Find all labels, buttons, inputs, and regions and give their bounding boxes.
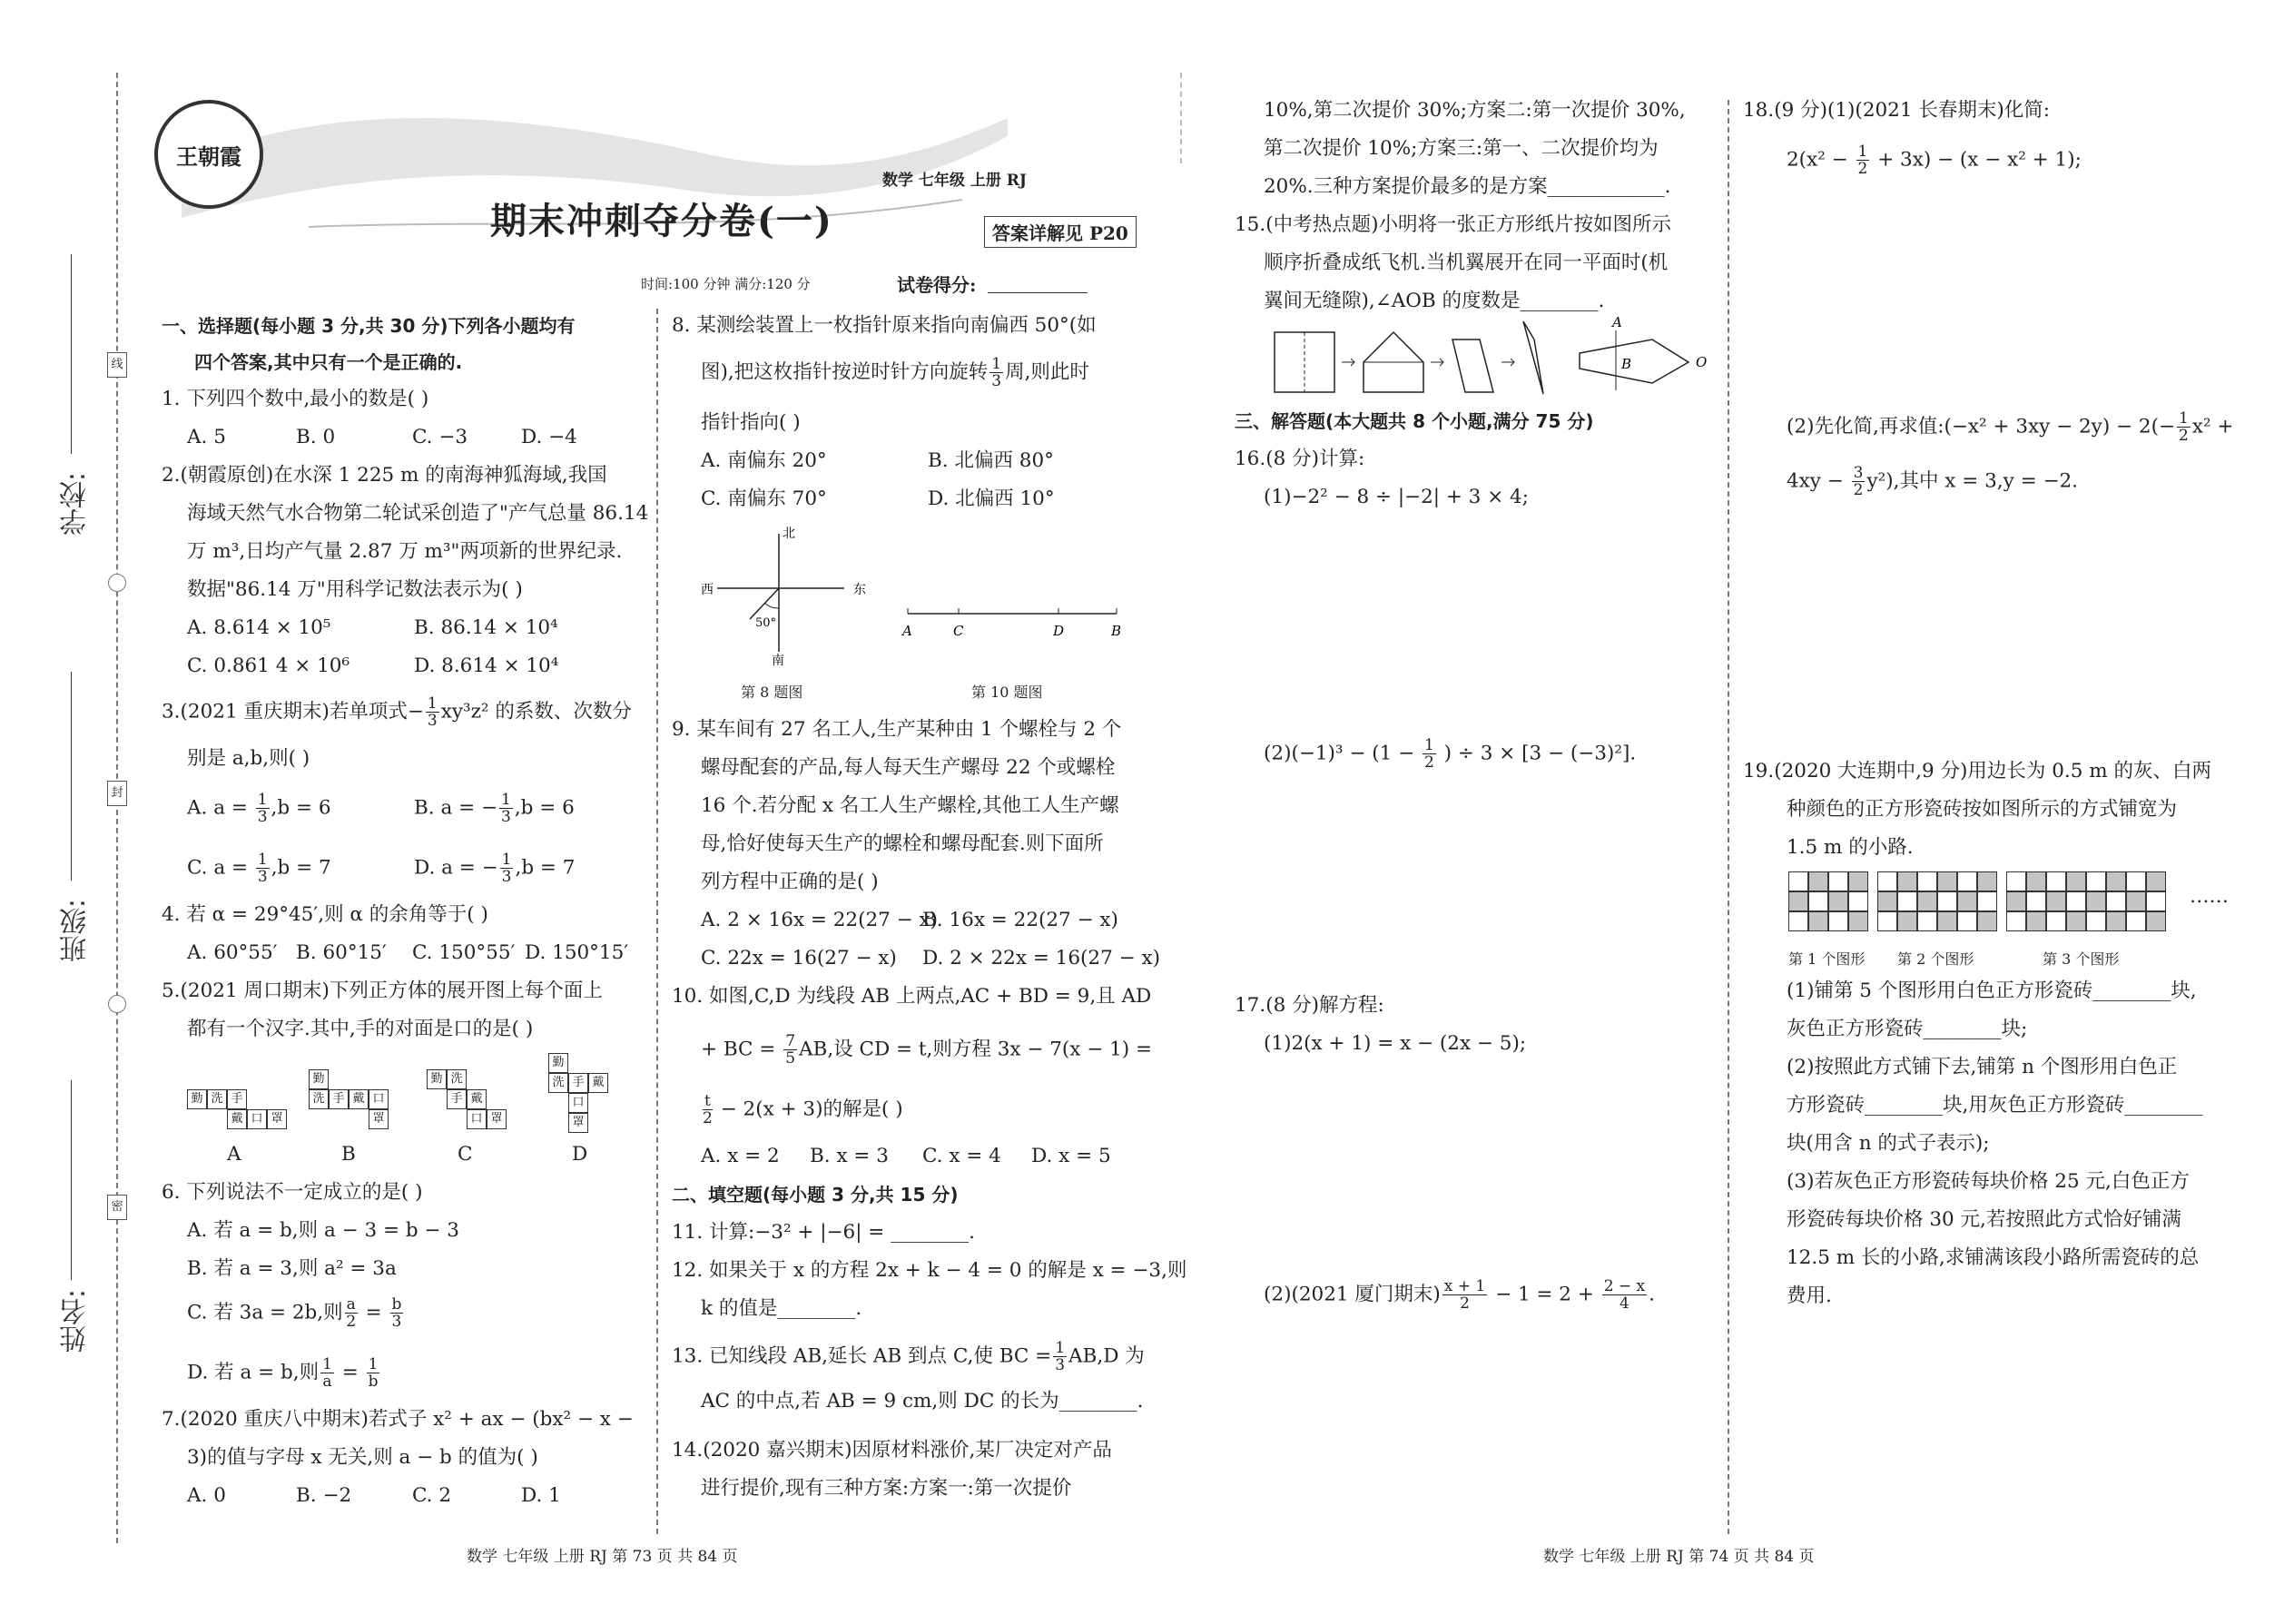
gray-tile [1937,871,1957,891]
question-9: 9. 某车间有 27 名工人,生产某种由 1 个螺栓与 2 个 [672,718,1122,741]
question-13: 13. 已知线段 AB,延长 AB 到点 C,使 BC = $\frac{1}{3}$ AB,D 为 [672,1339,1145,1374]
question-5-line: 都有一个汉字.其中,手的对面是口的是( ) [187,1018,534,1040]
tile-figure-1 [1788,871,1868,931]
q3-text: xy³z² 的系数、次数分 [440,700,632,723]
subject-tag: 数学 七年级 上册 RJ [882,172,1027,190]
q6-option[interactable]: D. 若 a = b,则 $\frac{1}{a}$ = $\frac{1}{b}$ [187,1355,379,1391]
question-9-line: 16 个.若分配 x 名工人生产螺栓,其他工人生产螺 [701,794,1119,817]
plane-label: B [1621,356,1632,372]
page-title: 期末冲刺夺分卷(一) [490,200,833,242]
question-19-part-3-line: 12.5 m 长的小路,求铺满该段小路所需瓷砖的总 [1787,1246,2200,1269]
white-tile [1877,911,1897,931]
q6-option[interactable]: C. 若 3a = 2b,则 $\frac{a}{2}$ = $\frac{b}{3}$ [187,1295,402,1331]
score-blank[interactable] [988,292,1088,293]
page-divider [1180,73,1182,163]
question-19-part-3: (3)若灰色正方形瓷砖每块价格 25 元,白色正方 [1787,1170,2190,1193]
question-7: 7.(2020 重庆八中期末)若式子 x² + ax − (bx² − x − [162,1408,634,1431]
question-14-line: 进行提价,现有三种方案:方案一:第一次提价 [701,1477,1072,1500]
question-8: 8. 某测绘装置上一枚指针原来指向南偏西 50°(如 [672,314,1097,337]
gray-tile [1788,891,1808,911]
gray-tile [2046,891,2066,911]
white-tile [2086,911,2106,931]
column-divider [1728,100,1729,1534]
question-2-line: 海域天然气水合物第二轮试采创造了"产气总量 86.14 [187,502,649,525]
gray-tile [1977,871,1997,891]
q7-option[interactable]: A. 0 [187,1484,226,1507]
gray-tile [1808,871,1828,891]
question-8-line: 图),把这枚指针按逆时针方向旋转 $\frac{1}{3}$ 周,则此时 [701,355,1089,390]
tile-figure-3 [2006,871,2166,931]
question-3-line: 别是 a,b,则( ) [187,747,310,770]
answer-ref: 答案详解见 P20 [984,216,1137,248]
question-17-part-2: (2)(2021 厦门期末) $\frac{x + 1}{2}$ − 1 = 2 + $\frac{2 - x}{4}$ . [1264,1277,1655,1313]
white-tile [1808,891,1828,911]
white-tile [1848,891,1868,911]
gray-tile [2106,871,2126,891]
question-16-part-2: (2)(−1)³ − (1 − $\frac{1}{2}$ ) ÷ 3 × [3 − (−3)²]. [1264,736,1637,772]
question-18-part-2-line: 4xy − $\frac{3}{2}$ y²),其中 x = 3,y = −2. [1787,464,2078,499]
cube-net-d[interactable]: 勤 洗 手 口 戴 罩 [548,1053,630,1144]
q8-option[interactable]: D. 北偏西 10° [928,487,1055,510]
gray-tile [2006,891,2026,911]
white-tile [1828,911,1848,931]
fraction: $\frac{t}{2}$ [703,1092,713,1127]
white-tile [1937,891,1957,911]
question-14-line[interactable]: 20%.三种方案提价最多的是方案____________. [1264,175,1671,198]
white-tile [2006,911,2026,931]
q2-option[interactable]: A. 8.614 × 10⁵ [187,616,331,639]
gray-tile [2106,911,2126,931]
q3-option[interactable]: B. a = − $\frac{1}{3}$ ,b = 6 [414,791,575,826]
q9-option[interactable]: B. 16x = 22(27 − x) [922,909,1118,931]
footer-right: 数学 七年级 上册 RJ 第 74 页 共 84 页 [1543,1548,1815,1566]
question-10-line: $\frac{t}{2}$ − 2(x + 3)的解是( ) [703,1092,903,1127]
name-blank[interactable] [71,1080,72,1280]
seal-mark-3: 密 [107,1195,127,1220]
question-13-line[interactable]: AC 的中点,若 AB = 9 cm,则 DC 的长为________. [701,1390,1144,1412]
seal-mark-2: 封 [107,781,127,806]
cube-net-c[interactable]: 勤 洗 手 戴 口 罩 [427,1057,536,1138]
fraction: $\frac{2 - x}{4}$ [1603,1277,1646,1313]
compass-figure [699,525,881,670]
q3-neg: − [407,700,424,723]
fraction: $\frac{1}{2}$ [2178,409,2189,445]
tile-caption: 第 1 个图形 [1788,950,1866,968]
white-tile [2086,871,2106,891]
q4-option[interactable]: C. 150°55′ [412,941,516,964]
question-1: 1. 下列四个数中,最小的数是( ) [162,388,429,410]
q7-option[interactable]: B. −2 [296,1484,352,1507]
gray-tile [2066,911,2086,931]
gray-tile [2126,891,2146,911]
gray-tile [2026,871,2046,891]
q10-option[interactable]: C. x = 4 [922,1145,1001,1167]
question-9-line: 母,恰好使每天生产的螺栓和螺母配套.则下面所 [701,832,1104,855]
white-tile [2126,911,2146,931]
tile-caption: 第 3 个图形 [2043,950,2120,968]
question-19-part-2-line[interactable]: 方形瓷砖________块,用灰色正方形瓷砖________ [1787,1094,2203,1117]
white-tile [1957,871,1977,891]
q8-option[interactable]: B. 北偏西 80° [928,449,1054,472]
compass-label: 东 [853,583,866,597]
segment-label: C [953,623,964,639]
score-label: 试卷得分: [897,274,977,296]
white-tile [1917,871,1937,891]
white-tile [2106,891,2126,911]
q8-option[interactable]: C. 南偏东 70° [701,487,827,510]
white-tile [1897,891,1917,911]
q1-option[interactable]: A. 5 [187,426,226,448]
paper-plane-figure [1271,312,1725,403]
gray-tile [2086,891,2106,911]
question-19-line: 1.5 m 的小路. [1787,836,1914,859]
seal-mark-1: 线 [107,352,127,378]
gray-tile [1957,891,1977,911]
white-tile [1957,911,1977,931]
compass-label: 北 [783,527,795,541]
white-tile [1788,911,1808,931]
fraction: $\frac{3}{2}$ [1853,464,1864,499]
white-tile [1788,871,1808,891]
question-15-line[interactable]: 翼间无缝隙),∠AOB 的度数是________. [1264,290,1605,312]
tile-figure-2 [1877,871,1997,931]
segment-label: B [1111,623,1122,639]
q6-option[interactable]: A. 若 a = b,则 a − 3 = b − 3 [187,1219,459,1242]
fraction: $\frac{1}{3}$ [427,694,438,730]
question-2-line: 数据"86.14 万"用科学记数法表示为( ) [187,578,523,601]
q3-option[interactable]: A. a = $\frac{1}{3}$ ,b = 6 [187,791,331,826]
question-14: 14.(2020 嘉兴期末)因原材料涨价,某厂决定对产品 [672,1439,1112,1462]
question-5: 5.(2021 周口期末)下列正方体的展开图上每个面上 [162,979,603,1002]
column-divider [656,309,658,1534]
fraction: $\frac{1}{3}$ [991,355,1002,390]
question-14-line: 第二次提价 10%;方案三:第一、二次提价均为 [1264,137,1659,160]
net-label: B [341,1143,356,1166]
gray-tile [1917,891,1937,911]
q2-option[interactable]: C. 0.861 4 × 10⁶ [187,655,350,677]
question-17: 17.(8 分)解方程: [1235,994,1384,1017]
question-10-line: + BC = $\frac{7}{5}$ AB,设 CD = t,则方程 3x − 7(x − 1) = [701,1032,1152,1068]
gray-tile [2066,871,2086,891]
question-12-line[interactable]: k 的值是________. [701,1297,862,1320]
question-19-part-3-line: 费用. [1787,1284,1832,1307]
question-17-part-1: (1)2(x + 1) = x − (2x − 5); [1264,1032,1527,1055]
q3-option[interactable]: C. a = $\frac{1}{3}$ ,b = 7 [187,851,331,886]
gray-tile [2146,911,2166,931]
q1-option[interactable]: B. 0 [296,426,336,448]
question-19: 19.(2020 大连期中,9 分)用边长为 0.5 m 的灰、白两 [1743,760,2211,782]
question-9-line: 螺母配套的产品,每人每天生产螺母 22 个或螺栓 [701,756,1116,779]
gray-tile [1828,891,1848,911]
fraction: $\frac{1}{2}$ [1424,736,1434,772]
q4-option[interactable]: B. 60°15′ [296,941,387,964]
white-tile [1917,911,1937,931]
white-tile [2126,871,2146,891]
net-label: D [572,1143,588,1166]
segment-figure [899,599,1135,645]
section-2-heading: 二、填空题(每小题 3 分,共 15 分) [672,1184,959,1206]
question-6: 6. 下列说法不一定成立的是( ) [162,1181,423,1204]
q4-option[interactable]: A. 60°55′ [187,941,278,964]
question-2: 2.(朝霞原创)在水深 1 225 m 的南海神狐海域,我国 [162,464,607,487]
question-19-part-1[interactable]: (1)铺第 5 个图形用白色正方形瓷砖________块, [1787,979,2197,1002]
question-19-part-1-line[interactable]: 灰色正方形瓷砖________块; [1787,1018,2028,1040]
figure-caption: 第 10 题图 [971,684,1043,701]
figure-caption: 第 8 题图 [741,684,803,701]
compass-label: 50° [755,616,777,630]
q7-option[interactable]: D. 1 [521,1484,561,1507]
white-tile [2146,891,2166,911]
q7-option[interactable]: C. 2 [412,1484,452,1507]
plane-label: O [1696,354,1708,370]
question-19-part-2-line: 块(用含 n 的式子表示); [1787,1132,1990,1155]
question-9-line: 列方程中正确的是( ) [701,871,879,893]
question-19-part-3-line: 形瓷砖每块价格 30 元,若按照此方式恰好铺满 [1787,1208,2181,1231]
segment-label: D [1053,623,1065,639]
fraction: $\frac{7}{5}$ [785,1032,796,1068]
question-2-line: 万 m³,日均产气量 2.87 万 m³"两项新的世界纪录. [187,540,623,563]
question-7-line: 3)的值与字母 x 无关,则 a − b 的值为( ) [187,1446,538,1469]
q10-option[interactable]: D. x = 5 [1031,1145,1111,1167]
cube-net-b[interactable]: 勤 洗 手 戴 口 罩 [309,1057,418,1138]
q2-option[interactable]: D. 8.614 × 10⁴ [414,655,559,677]
q8-option[interactable]: A. 南偏东 20° [701,449,827,472]
q1-option[interactable]: C. −3 [412,426,468,448]
class-blank[interactable] [71,672,72,881]
white-tile [2046,911,2066,931]
circle-icon [108,574,126,592]
tile-caption: 第 2 个图形 [1897,950,1974,968]
white-tile [2066,891,2086,911]
q4-option[interactable]: D. 150°15′ [525,941,629,964]
plane-label: A [1612,314,1622,330]
question-18: 18.(9 分)(1)(2021 长春期末)化简: [1743,99,2051,122]
gray-tile [1848,871,1868,891]
binding-line [116,73,118,1543]
gray-tile [1937,911,1957,931]
white-tile [2046,871,2066,891]
fraction: $\frac{1}{3}$ [1055,1339,1066,1374]
question-19-part-2: (2)按照此方式铺下去,铺第 n 个图形用白色正 [1787,1056,2178,1078]
question-8-line: 指针指向( ) [701,411,801,434]
question-3 [162,695,632,729]
question-12: 12. 如果关于 x 的方程 2x + k − 4 = 0 的解是 x = −3,则 [672,1259,1187,1282]
fraction: $\frac{1}{2}$ [1857,143,1868,178]
question-10: 10. 如图,C,D 为线段 AB 上两点,AC + BD = 9,且 AD [672,985,1152,1008]
gray-tile [2026,911,2046,931]
class-label: 班级: [60,899,92,963]
white-tile [1828,871,1848,891]
name-label: 姓名: [60,1289,92,1353]
time-score: 时间:100 分钟 满分:120 分 [641,276,811,292]
white-tile [1877,871,1897,891]
compass-label: 西 [701,583,714,597]
question-15: 15.(中考热点题)小明将一张正方形纸片按如图所示 [1235,213,1671,236]
section-1-heading: 一、选择题(每小题 3 分,共 30 分)下列各小题均有 [162,315,576,337]
question-4: 4. 若 α = 29°45′,则 α 的余角等于( ) [162,903,488,926]
question-19-line: 种颜色的正方形瓷砖按如图所示的方式铺宽为 [1787,798,2178,821]
net-label: A [227,1143,241,1166]
q9-option[interactable]: A. 2 × 16x = 22(27 − x) [701,909,939,931]
q3-text: 3.(2021 重庆期末)若单项式 [162,700,408,723]
gray-tile [1877,891,1897,911]
circle-icon [108,995,126,1013]
compass-label: 南 [772,654,784,668]
question-16-part-1: (1)−2² − 8 ÷ |−2| + 3 × 4; [1264,486,1529,508]
question-15-line: 顺序折叠成纸飞机.当机翼展开在同一平面时(机 [1264,251,1669,274]
brand-logo [154,100,263,209]
question-14-line: 10%,第二次提价 30%;方案二:第一次提价 30%, [1264,99,1686,122]
q9-option[interactable]: C. 22x = 16(27 − x) [701,947,897,969]
ellipsis: …… [2190,885,2229,908]
question-18-expr: 2(x² − $\frac{1}{2}$ + 3x) − (x − x² + 1); [1787,143,2082,178]
q6-option[interactable]: B. 若 a = 3,则 a² = 3a [187,1257,397,1280]
gray-tile [1897,871,1917,891]
school-blank[interactable] [71,254,72,454]
gray-tile [1808,911,1828,931]
white-tile [2006,871,2026,891]
q9-option[interactable]: D. 2 × 22x = 16(27 − x) [922,947,1160,969]
section-1-heading-2: 四个答案,其中只有一个是正确的. [194,351,463,373]
gray-tile [1848,911,1868,931]
white-tile [2026,891,2046,911]
question-11[interactable]: 11. 计算:−3² + |−6| = ________. [672,1221,975,1244]
q10-option[interactable]: B. x = 3 [810,1145,889,1167]
q10-option[interactable]: A. x = 2 [701,1145,780,1167]
gray-tile [1897,911,1917,931]
section-3-heading: 三、解答题(本大题共 8 个小题,满分 75 分) [1235,410,1594,432]
question-16: 16.(8 分)计算: [1235,448,1365,470]
cube-net-a[interactable]: 勤 洗 手 戴 口 罩 [187,1057,296,1138]
fraction: $\frac{x + 1}{2}$ [1443,1277,1486,1313]
segment-label: A [902,623,912,639]
net-label: C [458,1143,473,1166]
question-18-part-2: (2)先化简,再求值:(−x² + 3xy − 2y) − 2(− $\frac{1}{2}$ x² + [1787,409,2234,445]
q2-option[interactable]: B. 86.14 × 10⁴ [414,616,558,639]
gray-tile [1977,911,1997,931]
white-tile [1977,891,1997,911]
q1-option[interactable]: D. −4 [521,426,577,448]
brand-name: 王朝霞 [176,143,241,170]
q3-option[interactable]: D. a = − $\frac{1}{3}$ ,b = 7 [414,851,576,886]
footer-left: 数学 七年级 上册 RJ 第 73 页 共 84 页 [467,1548,738,1566]
gray-tile [2146,871,2166,891]
school-label: 学校: [60,472,92,536]
